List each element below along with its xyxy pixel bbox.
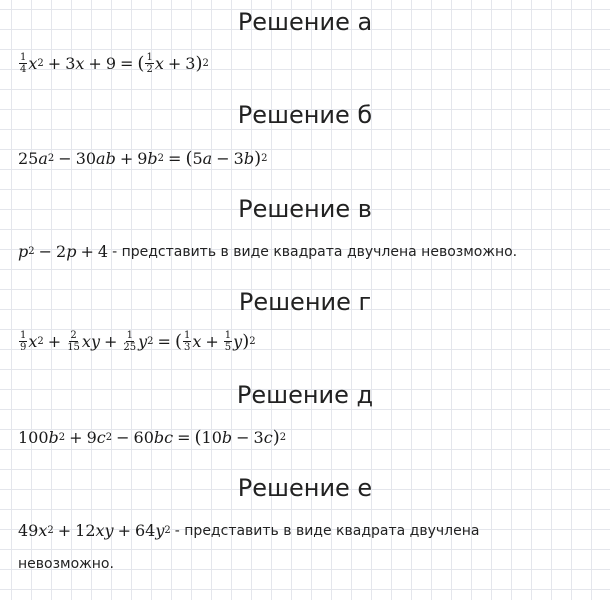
heading-e: Решение е bbox=[237, 474, 373, 502]
heading-a: Решение а bbox=[237, 8, 373, 36]
formula-v: p 2 − 2 p + 4 - представить в виде квадрата двучлена невозможно. bbox=[18, 242, 518, 261]
formula-b: 25 a 2 − 30 ab + 9 b 2 = ( 5 a − 3 b ) 2 bbox=[18, 148, 268, 169]
heading-b: Решение б bbox=[237, 101, 373, 129]
sentence-v: - представить в виде квадрата двучлена невозможно. bbox=[112, 243, 518, 260]
heading-v: Решение в bbox=[238, 195, 372, 223]
formula-d: 100 b 2 + 9 c 2 − 60 bc = ( 10 b − 3 c ) 2 bbox=[18, 427, 287, 448]
sentence-e-line2: невозможно. bbox=[18, 556, 114, 572]
heading-g: Решение г bbox=[238, 288, 372, 316]
formula-e: 49 x 2 + 12 xy + 64 y 2 - представить в виде квадрата двучлена bbox=[18, 521, 480, 540]
formula-g: $\frac{1}{9}$ x 2 + $\frac{2}{15}$ xy + $\frac{1}{25}$ y 2 = ( $\frac{1}{3}$ x + $\frac{1}{5}$ y ) 2 bbox=[20, 330, 256, 353]
formula-a: $\frac{1}{4}$ x 2 + 3 x + 9 = ( $\frac{1}{2}$ x + 3 ) 2 bbox=[20, 52, 209, 75]
heading-d: Решение д bbox=[236, 381, 374, 409]
sentence-e-line1: - представить в виде квадрата двучлена bbox=[174, 522, 480, 539]
